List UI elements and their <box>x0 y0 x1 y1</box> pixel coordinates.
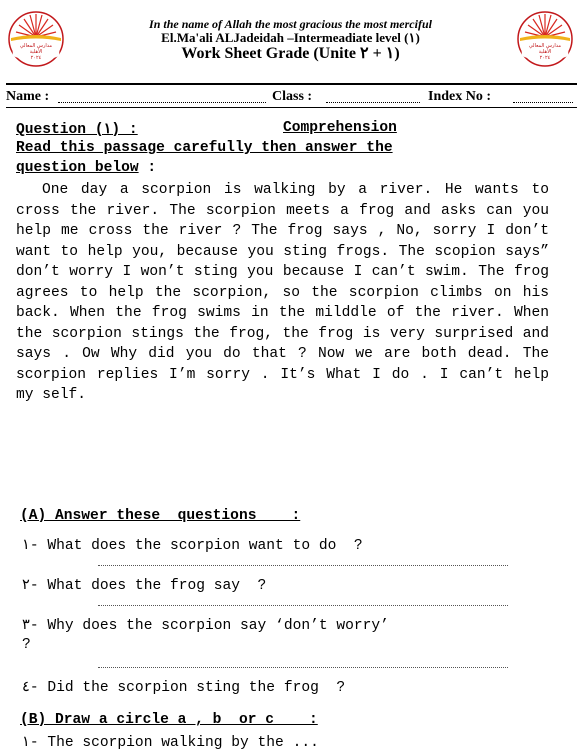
logo-text-3: ٢٠٢٤ <box>539 55 551 61</box>
section-b-item-1: ١- The scorpion walking by the ... <box>22 735 319 751</box>
question-label: Question (١) : <box>16 122 138 138</box>
answer-line-3[interactable] <box>98 667 508 668</box>
index-input-line[interactable] <box>513 102 573 103</box>
answer-line-2[interactable] <box>98 605 508 606</box>
header-basmala: In the name of Allah the most gracious the most merciful <box>149 17 432 31</box>
student-info-row <box>6 87 577 107</box>
question-1: ١- What does the scorpion want to do ? <box>22 538 363 554</box>
logo-text-1: مدارس المعالي <box>528 43 562 49</box>
header-school-name: El.Ma'ali ALJadeidah –Intermeadiate level (١) <box>161 30 420 45</box>
logo-text-2: الأهلية <box>538 49 552 55</box>
logo-text-3: ٢٠٢٤ <box>30 55 42 61</box>
question-3: ٣- Why does the scorpion say ‘don’t worry’ <box>22 618 389 634</box>
question-2: ٢- What does the frog say ? <box>22 578 267 594</box>
reading-passage: One day a scorpion is walking by a river. He wants to cross the river. The scorpion meets a frog and asks can you help me cross the river ? The frog says , No, sorry I don’t want to help you, because you sting frogs. The scopion says” don’t worry I won’t sting you because I can’t swim. The frog agrees to help the scorpion, so the scorpion climbs on his back. When the frog swims in the milddle of the river. When the scorpion stings the frog, the frog is very surprised and says . Ow Why did you do that ? Now we are both dead. The scorpion replies I’m sorry . It’s What I do . I can’t help my self. <box>16 182 549 403</box>
instruction-text-2: question below <box>16 160 139 176</box>
class-input-line[interactable] <box>326 102 420 103</box>
question-topic: Comprehension <box>283 120 397 136</box>
section-a-title: (A) Answer these questions : <box>20 508 301 524</box>
question-3-continued: ? <box>22 637 31 653</box>
header-worksheet-title: Work Sheet Grade (Unite ١ + ٢) <box>181 45 400 62</box>
info-divider <box>6 107 577 108</box>
instruction-line-2 <box>16 160 156 176</box>
logo-text-1: مدارس المعالي <box>19 43 53 49</box>
question-4: ٤- Did the scorpion sting the frog ? <box>22 680 346 696</box>
header-divider <box>6 83 577 85</box>
instruction-line-1: Read this passage carefully then answer the <box>16 140 393 156</box>
section-b-title: (B) Draw a circle a , b or c : <box>20 712 318 728</box>
instruction-colon: : <box>138 160 157 176</box>
class-label: Class : <box>272 89 313 104</box>
name-input-line[interactable] <box>58 102 266 103</box>
index-label: Index No : <box>428 89 492 104</box>
answer-line-1[interactable] <box>98 565 508 566</box>
logo-text-2: الأهلية <box>29 49 43 55</box>
name-label: Name : <box>6 89 50 104</box>
